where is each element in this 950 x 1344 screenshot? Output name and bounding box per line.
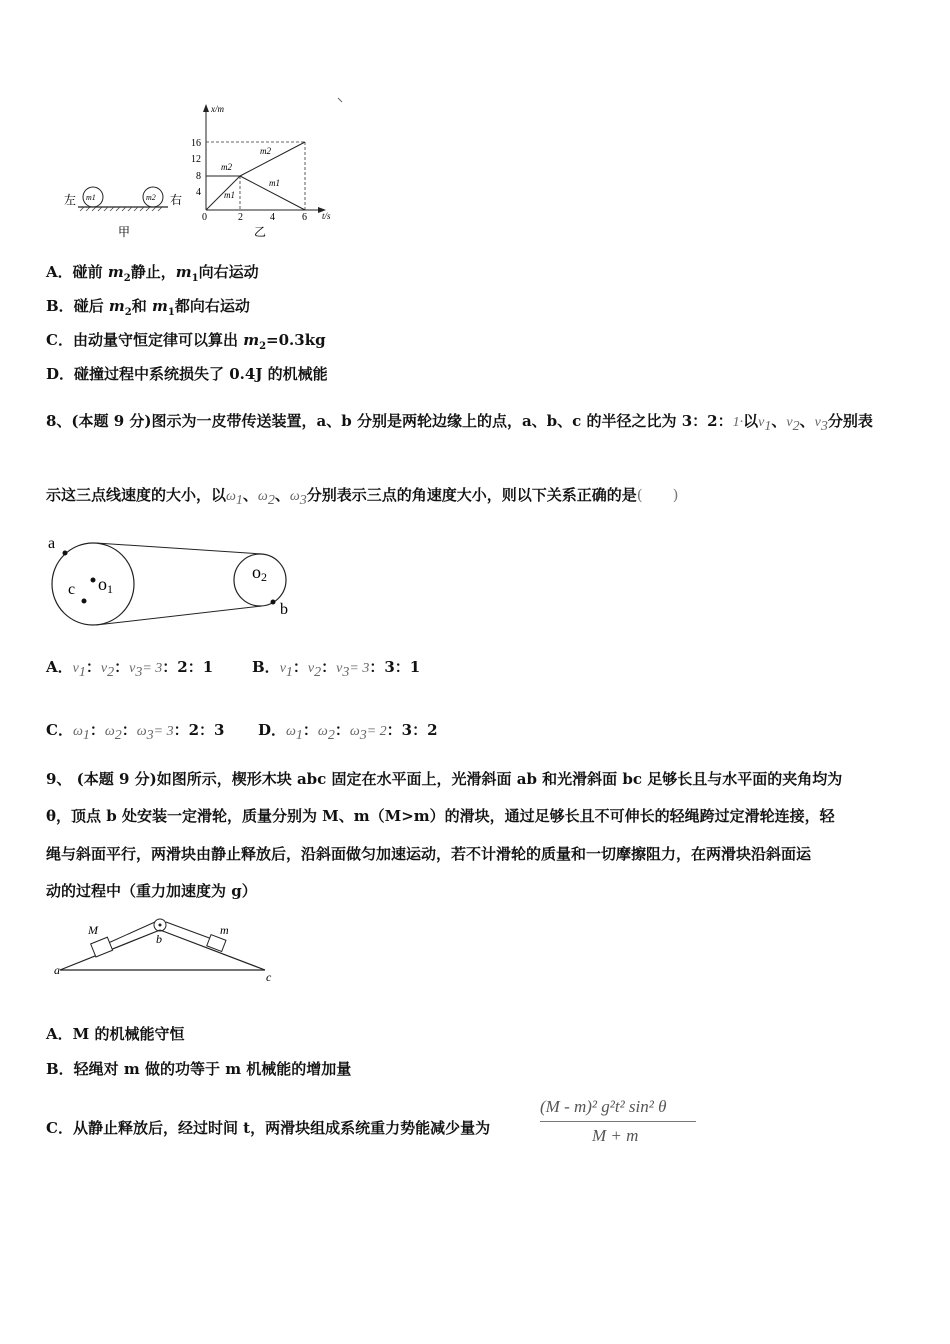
label-m1-low: m1	[224, 190, 235, 200]
m2-after	[240, 142, 305, 176]
label-o2: o2	[252, 562, 267, 584]
label-m: m	[220, 923, 229, 937]
label-c: c	[68, 581, 76, 598]
q9-stem-line4: 动的过程中（重力加速度为 g）	[46, 882, 257, 900]
rope-right	[166, 922, 212, 939]
point-o1	[91, 578, 96, 583]
q9-option-c-denominator: M + m	[592, 1126, 639, 1145]
q9-stem-line1: 9、 (本题 9 分)如图所示，楔形木块 abc 固定在水平面上，光滑斜面 ab 和光滑斜面 bc 足够长且与水平面的夹角均为	[46, 770, 843, 788]
q9-option-c-numerator: (M - m)² g²t² sin² θ	[540, 1097, 667, 1116]
q7-option-d: D．碰撞过程中系统损失了 0.4J 的机械能	[46, 365, 328, 383]
q9-option-a: A．M 的机械能守恒	[46, 1025, 185, 1043]
point-c	[82, 599, 87, 604]
belt-bottom	[96, 606, 262, 625]
x-tick-4: 4	[270, 212, 275, 223]
q7-option-a: A．碰前 $m_2$静止，$m_1$向右运动	[46, 263, 259, 284]
y-tick-4: 4	[196, 187, 201, 198]
label-b: b	[280, 601, 288, 618]
q7-option-c: C．由动量守恒定律可以算出 $m_2=0.3kg$	[46, 331, 326, 352]
q8-option-c: C．$\omega_1$：$\omega_2$：$\omega_3= 3$：2：3	[46, 721, 225, 743]
q8-stem-line2: 示这三点线速度的大小，以$\omega_1$、$\omega_2$、$\omega_3$分别表示三点的角速度大小，则以下关系正确的是( )	[46, 486, 679, 508]
figure-belt-pulley	[40, 528, 310, 638]
ball-m1-label: m1	[86, 193, 96, 202]
q9-stem-line3: 绳与斜面平行，两滑块由静止释放后，沿斜面做匀加速运动，若不计滑轮的质量和一切摩擦阻力，在两滑块沿斜面运	[46, 845, 812, 863]
y-axis-arrow	[203, 104, 209, 112]
y-tick-8: 8	[196, 171, 201, 182]
y-axis-label: x/m	[211, 104, 224, 114]
q8-stem-line1: 8、(本题 9 分)图示为一皮带传送装置，a、b 分别是两轮边缘上的点，a、b、c 的半径之比为 3：2：1·以$v_1$、$v_2$、$v_3$分别表	[46, 412, 873, 434]
q9-stem-line2: θ，顶点 b 处安装一定滑轮，质量分别为 M、m（M>m）的滑块，通过足够长且不可伸长的轻绳跨过定滑轮连接，轻	[46, 807, 835, 825]
point-a	[63, 551, 68, 556]
left-label: 左	[64, 193, 77, 207]
q9-option-b: B．轻绳对 m 做的功等于 m 机械能的增加量	[46, 1060, 352, 1078]
y-tick-16: 16	[191, 138, 201, 149]
pulley-axle	[159, 924, 162, 927]
point-b	[271, 600, 276, 605]
figure-wedge	[50, 908, 290, 988]
y-tick-12: 12	[191, 154, 201, 165]
q9-option-c: C．从静止释放后，经过时间 t，两滑块组成系统重力势能减少量为	[46, 1119, 491, 1137]
right-label: 右	[170, 193, 183, 207]
x-axis-label: t/s	[322, 211, 331, 221]
belt-top	[96, 543, 262, 554]
caption-yi: 乙	[254, 225, 267, 239]
label-a: a	[54, 963, 60, 977]
q8-option-a: A．$v_1$：$v_2$：$v_3= 3$：2：1	[46, 658, 214, 680]
label-m1-right: m1	[269, 178, 280, 188]
block-M	[91, 937, 113, 957]
label-a: a	[48, 535, 56, 552]
x-tick-0: 0	[202, 212, 207, 223]
x-tick-2: 2	[238, 212, 243, 223]
label-m2-left: m2	[221, 162, 232, 172]
q8-option-d: D．$\omega_1$：$\omega_2$：$\omega_3= 2$：3：2	[258, 721, 438, 743]
q9-option-c-fraction-bar	[540, 1121, 696, 1122]
x-tick-6: 6	[302, 212, 307, 223]
ground-hatch	[80, 207, 162, 211]
label-m2-top: m2	[260, 146, 271, 156]
label-c: c	[266, 970, 272, 984]
q7-option-b: B．碰后 $m_2$和 $m_1$都向右运动	[46, 297, 250, 318]
ball-m2-label: m2	[146, 193, 156, 202]
q8-option-b: B．$v_1$：$v_2$：$v_3= 3$：3：1	[252, 658, 421, 680]
rope-left	[106, 922, 155, 944]
label-o1: o1	[98, 574, 113, 596]
label-b: b	[156, 932, 162, 946]
caption-jia: 甲	[118, 225, 131, 239]
label-M: M	[88, 923, 98, 937]
figure-collision	[60, 100, 350, 245]
